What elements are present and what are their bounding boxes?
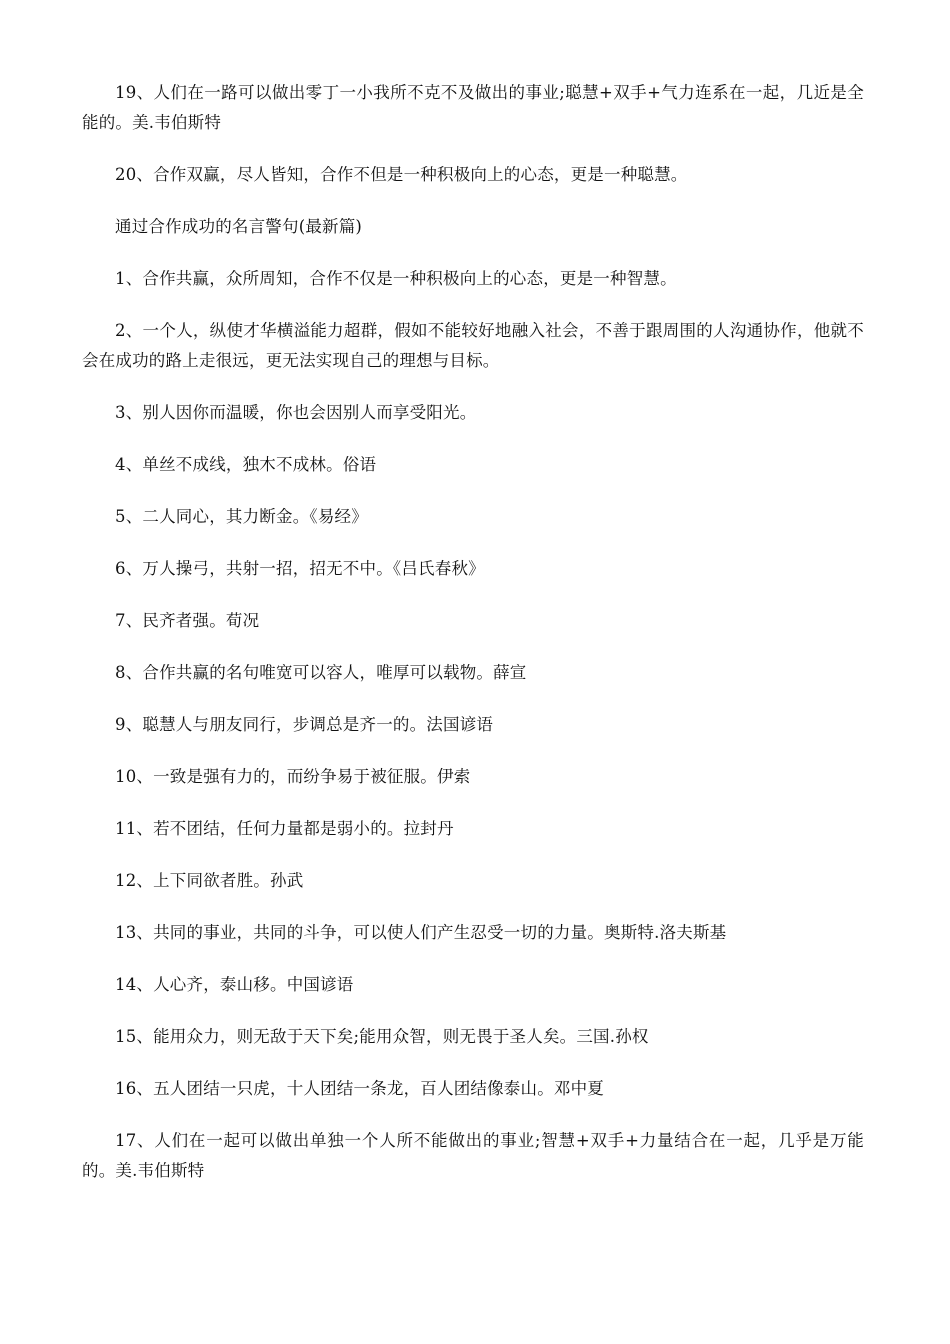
paragraph-quote-17: 17、人们在一起可以做出单独一个人所不能做出的事业;智慧+双手+力量结合在一起，几乎是万能的。美.韦伯斯特 — [82, 1131, 864, 1180]
paragraph-quote-8: 8、合作共赢的名句唯宽可以容人，唯厚可以载物。薛宣 — [115, 663, 527, 682]
paragraph-quote-10: 10、一致是强有力的，而纷争易于被征服。伊索 — [115, 767, 471, 786]
paragraph-quote-2: 2、一个人，纵使才华横溢能力超群，假如不能较好地融入社会，不善于跟周围的人沟通协作，他就不会在成功的路上走很远，更无法实现自己的理想与目标。 — [82, 321, 864, 370]
paragraph-quote-13: 13、共同的事业，共同的斗争，可以使人们产生忍受一切的力量。奥斯特.洛夫斯基 — [115, 923, 727, 942]
paragraph-quote-14: 14、人心齐，泰山移。中国谚语 — [115, 975, 354, 994]
paragraph-quote-5: 5、二人同心，其力断金。《易经》 — [115, 507, 368, 526]
section-heading: 通过合作成功的名言警句(最新篇) — [115, 217, 363, 236]
paragraph-quote-12: 12、上下同欲者胜。孙武 — [115, 871, 304, 890]
paragraph-quote-19: 19、人们在一路可以做出零丁一小我所不克不及做出的事业;聪慧+双手+气力连系在一起，几近是全能的。美.韦伯斯特 — [82, 83, 864, 132]
paragraph-quote-7: 7、民齐者强。荀况 — [115, 611, 260, 630]
paragraph-quote-16: 16、五人团结一只虎，十人团结一条龙，百人团结像泰山。邓中夏 — [115, 1079, 604, 1098]
paragraph-quote-9: 9、聪慧人与朋友同行，步调总是齐一的。法国谚语 — [115, 715, 494, 734]
paragraph-quote-1: 1、合作共赢，众所周知，合作不仅是一种积极向上的心态，更是一种智慧。 — [115, 269, 677, 288]
paragraph-quote-6: 6、万人操弓，共射一招，招无不中。《吕氏春秋》 — [115, 559, 485, 578]
paragraph-quote-20: 20、合作双赢，尽人皆知，合作不但是一种积极向上的心态，更是一种聪慧。 — [115, 165, 688, 184]
paragraph-quote-11: 11、若不团结，任何力量都是弱小的。拉封丹 — [115, 819, 454, 838]
document-page — [82, 78, 864, 1208]
paragraph-quote-3: 3、别人因你而温暖，你也会因别人而享受阳光。 — [115, 403, 477, 422]
paragraph-quote-4: 4、单丝不成线，独木不成林。俗语 — [115, 455, 377, 474]
paragraph-quote-15: 15、能用众力，则无敌于天下矣;能用众智，则无畏于圣人矣。三国.孙权 — [115, 1027, 649, 1046]
